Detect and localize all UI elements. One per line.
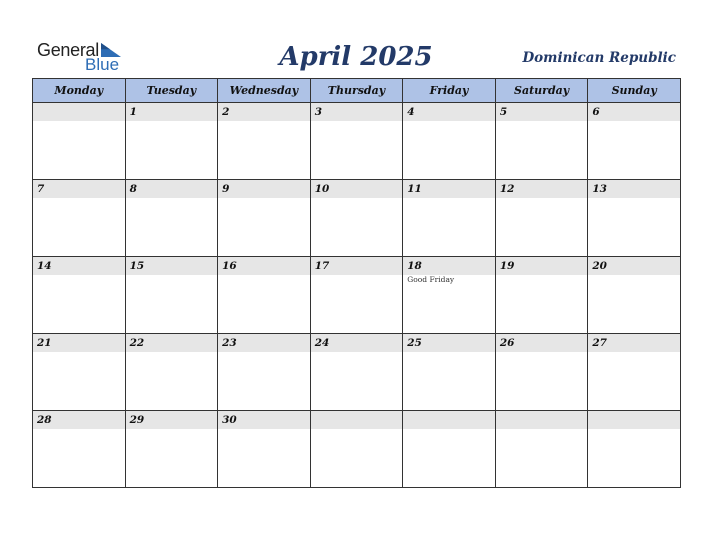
calendar-day-cell bbox=[218, 411, 311, 488]
calendar-day-cell bbox=[218, 334, 311, 411]
day-number: 9 bbox=[218, 180, 310, 198]
calendar-day-cell bbox=[310, 257, 403, 334]
calendar-day-cell bbox=[588, 411, 681, 488]
weekday-header: Friday bbox=[403, 79, 496, 103]
weekday-header: Sunday bbox=[588, 79, 681, 103]
logo-word-general: General bbox=[37, 40, 99, 60]
day-number: 17 bbox=[311, 257, 403, 275]
calendar-day-cell bbox=[495, 257, 588, 334]
day-number: 29 bbox=[126, 411, 218, 429]
calendar-day-cell bbox=[33, 257, 126, 334]
calendar-day-cell bbox=[495, 103, 588, 180]
calendar-day-cell bbox=[310, 334, 403, 411]
calendar-day-cell bbox=[588, 257, 681, 334]
day-number: 22 bbox=[126, 334, 218, 352]
day-number: 18 bbox=[403, 257, 495, 275]
day-number: 2 bbox=[218, 103, 310, 121]
calendar-week-row bbox=[33, 103, 681, 180]
day-number: 15 bbox=[126, 257, 218, 275]
day-number: 30 bbox=[218, 411, 310, 429]
day-number: 24 bbox=[311, 334, 403, 352]
day-number: 11 bbox=[403, 180, 495, 198]
calendar-day-cell bbox=[588, 334, 681, 411]
day-number: 14 bbox=[33, 257, 125, 275]
day-number: 20 bbox=[588, 257, 680, 275]
logo-word-blue: Blue bbox=[85, 55, 120, 74]
day-number: 27 bbox=[588, 334, 680, 352]
calendar-week-row bbox=[33, 334, 681, 411]
day-number: 8 bbox=[126, 180, 218, 198]
day-number bbox=[588, 411, 680, 429]
calendar-day-cell bbox=[125, 334, 218, 411]
calendar-day-cell bbox=[403, 257, 496, 334]
calendar-day-cell bbox=[33, 103, 126, 180]
calendar-day-cell bbox=[403, 411, 496, 488]
calendar-day-cell bbox=[218, 180, 311, 257]
day-number: 25 bbox=[403, 334, 495, 352]
calendar-week-row bbox=[33, 411, 681, 488]
day-number bbox=[496, 411, 588, 429]
calendar-week-row bbox=[33, 180, 681, 257]
day-number: 6 bbox=[588, 103, 680, 121]
day-number: 5 bbox=[496, 103, 588, 121]
day-number: 23 bbox=[218, 334, 310, 352]
day-number: 1 bbox=[126, 103, 218, 121]
calendar-day-cell bbox=[218, 257, 311, 334]
day-number: 10 bbox=[311, 180, 403, 198]
calendar-day-cell bbox=[588, 180, 681, 257]
day-number: 28 bbox=[33, 411, 125, 429]
day-number bbox=[311, 411, 403, 429]
day-number: 21 bbox=[33, 334, 125, 352]
calendar-day-cell bbox=[33, 334, 126, 411]
day-number bbox=[33, 103, 125, 121]
calendar-day-cell bbox=[125, 180, 218, 257]
day-number: 4 bbox=[403, 103, 495, 121]
calendar-day-cell bbox=[403, 103, 496, 180]
calendar-day-cell bbox=[310, 103, 403, 180]
day-number: 26 bbox=[496, 334, 588, 352]
weekday-header: Saturday bbox=[495, 79, 588, 103]
calendar-day-cell bbox=[495, 180, 588, 257]
weekday-header: Thursday bbox=[310, 79, 403, 103]
day-number: 16 bbox=[218, 257, 310, 275]
weekday-header: Tuesday bbox=[125, 79, 218, 103]
calendar-day-cell bbox=[403, 334, 496, 411]
day-number: 19 bbox=[496, 257, 588, 275]
day-number bbox=[403, 411, 495, 429]
holiday-label: Good Friday bbox=[407, 275, 455, 284]
calendar-day-cell bbox=[125, 257, 218, 334]
day-number: 12 bbox=[496, 180, 588, 198]
calendar-day-cell bbox=[33, 180, 126, 257]
calendar-day-cell bbox=[218, 103, 311, 180]
calendar-day-cell bbox=[125, 411, 218, 488]
calendar-day-cell bbox=[403, 180, 496, 257]
calendar-week-row bbox=[33, 257, 681, 334]
weekday-header: Wednesday bbox=[218, 79, 311, 103]
country-name: Dominican Republic bbox=[522, 50, 676, 66]
day-number: 13 bbox=[588, 180, 680, 198]
calendar-day-cell bbox=[495, 334, 588, 411]
calendar-day-cell bbox=[125, 103, 218, 180]
weekday-header: Monday bbox=[33, 79, 126, 103]
day-number: 3 bbox=[311, 103, 403, 121]
weekday-header-row bbox=[33, 79, 681, 103]
calendar-day-cell bbox=[495, 411, 588, 488]
calendar-grid bbox=[32, 78, 681, 488]
page-title: April 2025 bbox=[279, 42, 433, 72]
calendar-day-cell bbox=[33, 411, 126, 488]
calendar-day-cell bbox=[310, 411, 403, 488]
calendar-day-cell bbox=[588, 103, 681, 180]
calendar-day-cell bbox=[310, 180, 403, 257]
day-number: 7 bbox=[33, 180, 125, 198]
